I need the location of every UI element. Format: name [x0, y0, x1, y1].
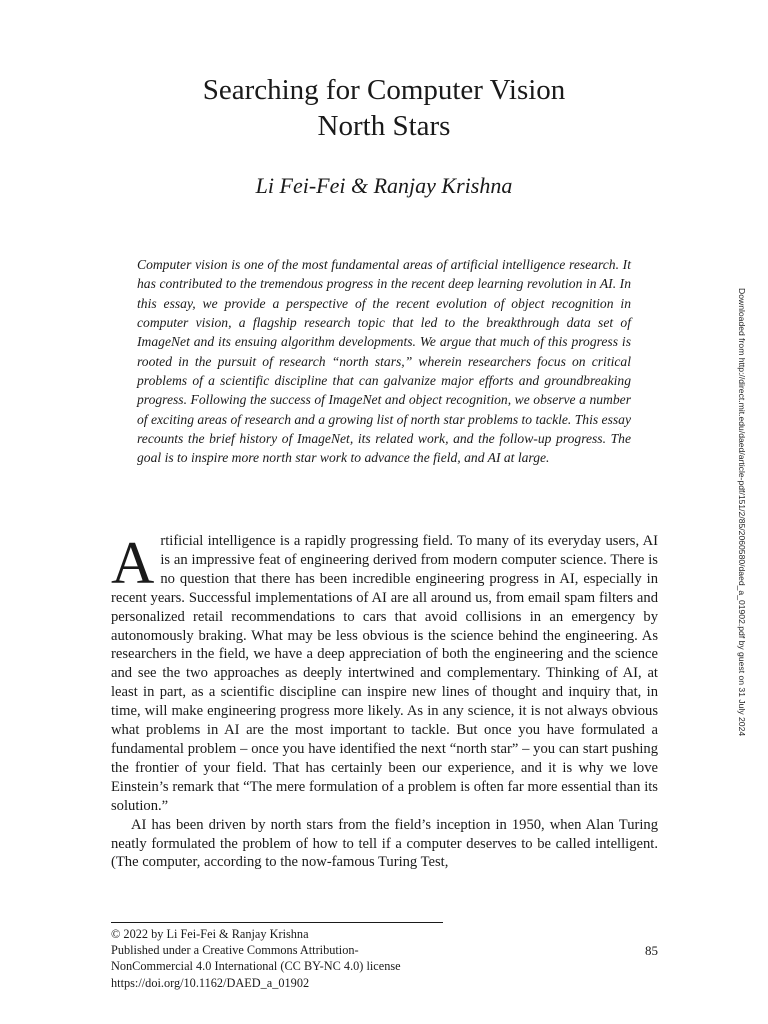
body-paragraph-2: AI has been driven by north stars from the field’s inception in 1950, when Alan Turing neatly formulated the problem of how to tell if a computer deserves to be called intelligent. (The computer, according to the now-famous Turing Test,: [111, 816, 658, 871]
download-stamp-text: Downloaded from http://direct.mit.edu/daed/article-pdf/151/2/85/2060580/daed_a_01902.pdf by guest on 31 July 2024: [737, 288, 747, 737]
drop-cap: A: [111, 530, 155, 596]
doi-link[interactable]: https://doi.org/10.1162/DAED_a_01902: [111, 975, 310, 990]
license-line-2: NonCommercial 4.0 International (CC BY-NC 4.0) license: [111, 959, 401, 974]
article-title: [0, 72, 768, 144]
footnote: [111, 926, 531, 991]
article-authors: Li Fei-Fei & Ranjay Krishna: [255, 173, 513, 198]
page-number: 85: [645, 943, 658, 958]
body-paragraph-1: [111, 532, 658, 816]
copyright-line: © 2022 by Li Fei-Fei & Ranjay Krishna: [111, 927, 309, 941]
article-title-line-1: Searching for Computer Vision: [202, 74, 566, 106]
body-text: [111, 532, 658, 872]
footnote-divider: [111, 922, 443, 923]
abstract: Computer vision is one of the most fundamental areas of artificial intelligence research. It has contributed to the tremendous progress in the recent deep learning revolution in AI. In this essay, we provide a perspective of the recent evolution of object recognition in computer vision, a flagship research topic that led to the breakthrough data set of ImageNet and its ensuing algorithm developments. We argue that much of this progress is rooted in the pursuit of research “north stars,” wherein researchers focus on critical problems of a scientific discipline that can galvanize major efforts and groundbreaking progress. Following the success of ImageNet and object recognition, we observe a number of exciting areas of research and a growing list of north star problems to tackle. This essay recounts the brief history of ImageNet, its related work, and the follow-up progress. The goal is to inspire more north star work to advance the field, and AI at large.: [137, 257, 632, 466]
download-stamp: [736, 288, 748, 738]
body-paragraph-1-text: rtificial intelligence is a rapidly progressing field. To many of its everyday users, AI is an impressive feat of engineering derived from modern computer science. There is no question that there has been incredible engineering progress in AI, especially in recent years. Successful implementations of AI are all around us, from email spam filters and personalized retail recommendations to cars that avoid collisions in an emergency by autonomously braking. What may be less obvious is the science behind the engineering. As researchers in the field, we have a deep appreciation of both the engineering and the science and see the two approaches as deeply intertwined and complementary. Thinking of AI, at least in part, as a scientific discipline can inspire new lines of thought and inquiry that, in time, will make engineering progress more likely. As in any science, it is not always obvious what problems in AI are the most important to tackle. But once you have formulated a fundamental problem – once you have identified the next “north star” – you can start pushing the frontier of your field. That has certainly been our experience, and it is why we love Einstein’s remark that “The mere formulation of a problem is often far more essential than its solution.”: [111, 533, 658, 814]
license-line-1: Published under a Creative Commons Attribution-: [111, 943, 359, 958]
article-title-line-2: North Stars: [317, 110, 451, 142]
